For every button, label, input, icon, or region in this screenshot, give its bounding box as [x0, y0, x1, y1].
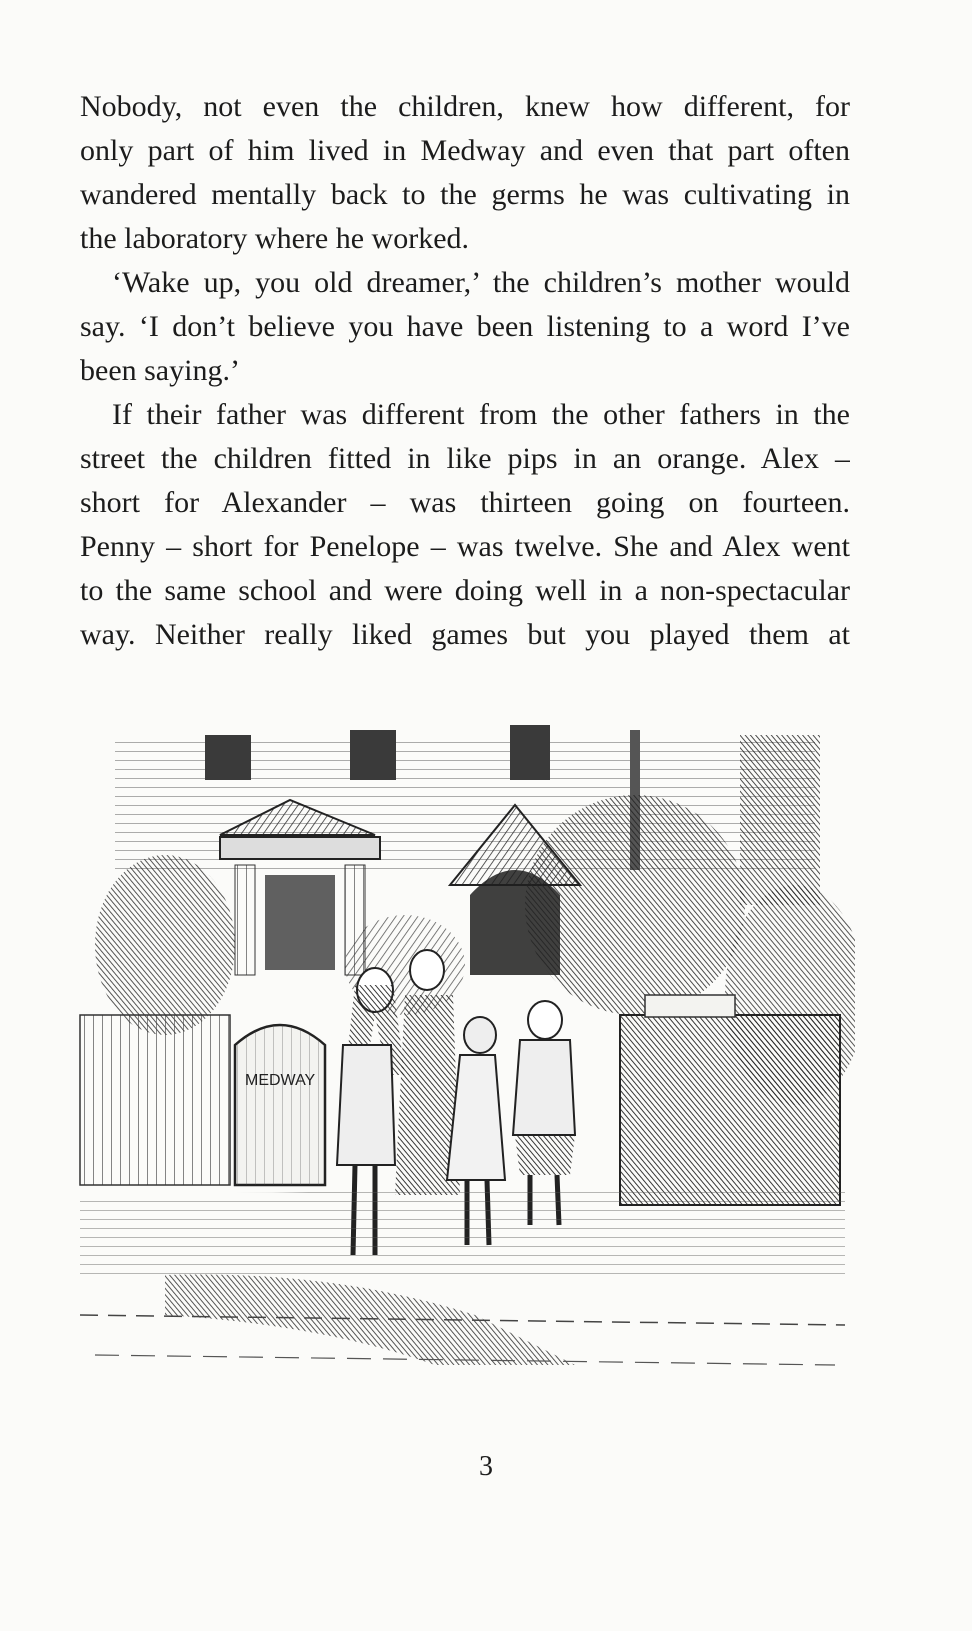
text-line: only part of him lived in Medway and even that part often: [80, 134, 850, 167]
page-number: 3: [479, 1451, 493, 1482]
text-line: been saying.’: [80, 354, 240, 387]
text-line: wandered mentally back to the germs he was cultivating in: [80, 178, 850, 211]
text-line: short for Alexander – was thirteen going on fourteen.: [80, 486, 850, 519]
street-illustration: [75, 715, 855, 1385]
text-line: Nobody, not even the children, knew how different, for: [80, 90, 850, 123]
text-line: Penny – short for Penelope – was twelve. She and Alex went: [80, 530, 850, 563]
medway-gate: [235, 1025, 325, 1185]
pavement: [80, 1185, 845, 1365]
gate-sign: MEDWAY: [245, 1072, 316, 1089]
text-line: If their father was different from the other fathers in the: [112, 398, 850, 431]
text-line: ‘Wake up, you old dreamer,’ the children’s mother would: [112, 266, 850, 299]
text-line: say. ‘I don’t believe you have been listening to a word I’ve: [80, 310, 850, 343]
wooden-fence: [80, 1015, 230, 1185]
text-line: to the same school and were doing well in a non-spectacular: [80, 574, 850, 607]
text-line: way. Neither really liked games but you played them at: [80, 618, 850, 651]
text-line: the laboratory where he worked.: [80, 222, 470, 255]
text-line: street the children fitted in like pips in an orange. Alex –: [80, 442, 850, 475]
hedge-wall: [620, 995, 840, 1205]
body-text: [80, 85, 850, 657]
